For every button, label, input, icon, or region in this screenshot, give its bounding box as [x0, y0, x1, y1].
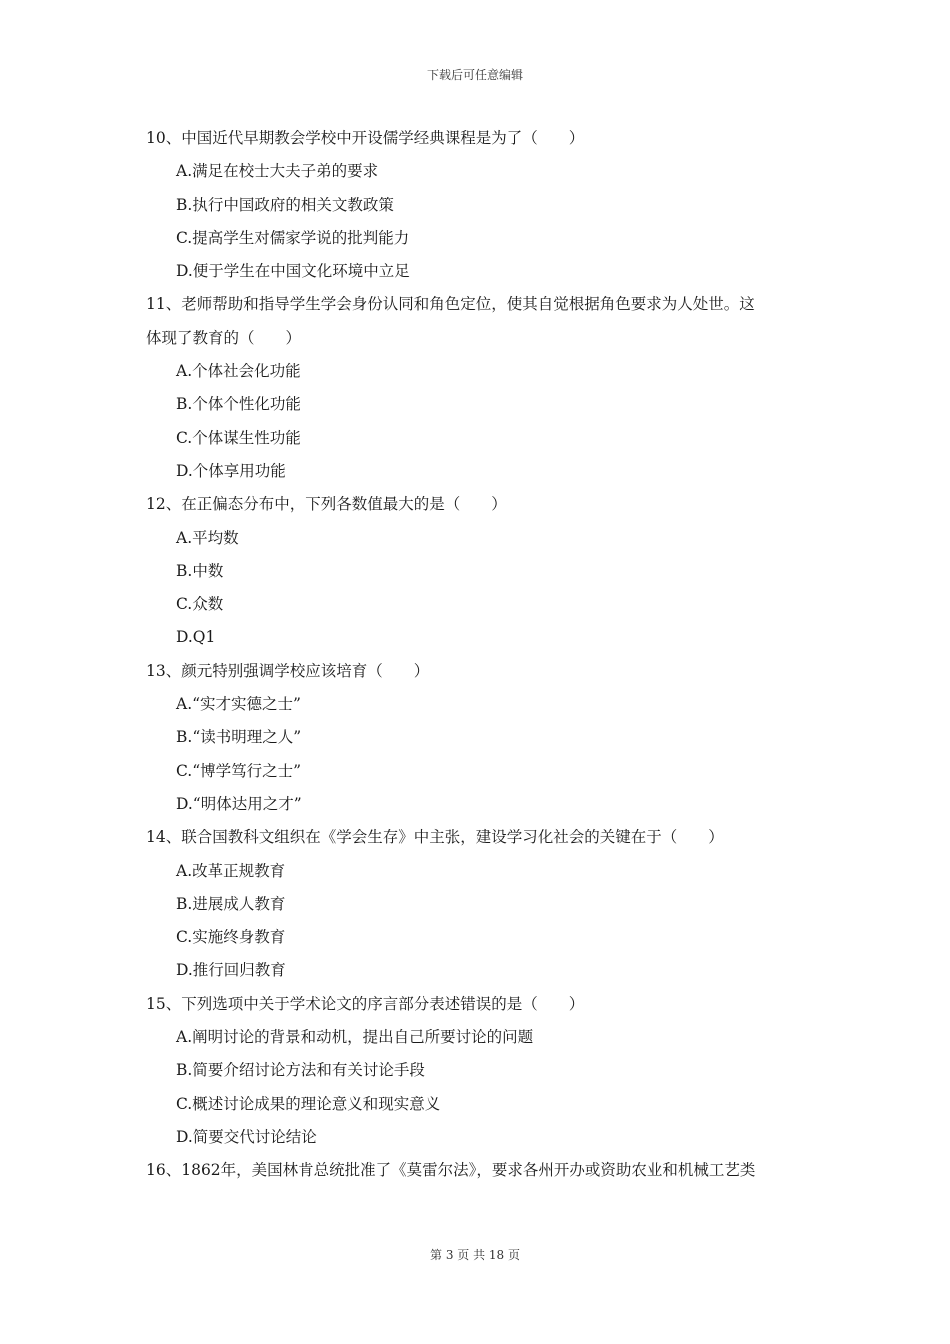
option-b: B.简要介绍讨论方法和有关讨论手段	[176, 1061, 425, 1080]
question-stem: 12、在正偏态分布中，下列各数值最大的是（ ）	[146, 495, 507, 514]
option-c: C.概述讨论成果的理论意义和现实意义	[176, 1094, 441, 1113]
page-header: 下载后可任意编辑	[426, 68, 523, 82]
page-number: 第 3 页 共 18 页	[430, 1248, 520, 1262]
question-12	[146, 488, 814, 654]
option-d: D.“明体达用之才”	[176, 794, 302, 813]
question-stem: 11、老师帮助和指导学生学会身份认同和角色定位，使其自觉根据角色要求为人处世。这	[146, 295, 755, 314]
option-a: A.阐明讨论的背景和动机，提出自己所要讨论的问题	[176, 1028, 534, 1047]
option-b: B.中数	[176, 561, 224, 580]
option-a: A.改革正规教育	[176, 861, 286, 880]
option-d: D.推行回归教育	[176, 961, 286, 980]
option-a: A.平均数	[176, 528, 239, 547]
option-b: B.“读书明理之人”	[176, 728, 302, 747]
question-stem: 16、1862年，美国林肯总统批准了《莫雷尔法》，要求各州开办或资助农业和机械工艺类	[146, 1161, 756, 1180]
question-13	[146, 655, 814, 821]
option-a: A.“实才实德之士”	[176, 695, 301, 714]
option-b: B.执行中国政府的相关文教政策	[176, 195, 394, 214]
question-16	[146, 1154, 814, 1187]
option-d: D.Q1	[176, 628, 216, 647]
question-10	[146, 122, 814, 288]
question-list	[146, 122, 814, 1188]
question-15	[146, 988, 814, 1154]
option-a: A.个体社会化功能	[176, 362, 301, 381]
question-stem-continuation: 体现了教育的（ ）	[146, 328, 302, 347]
option-d: D.个体享用功能	[176, 461, 286, 480]
option-c: C.实施终身教育	[176, 928, 286, 947]
question-stem: 10、中国近代早期教会学校中开设儒学经典课程是为了（ ）	[146, 129, 585, 147]
option-b: B.进展成人教育	[176, 894, 286, 913]
option-d: D.便于学生在中国文化环境中立足	[176, 262, 410, 281]
question-stem: 15、下列选项中关于学术论文的序言部分表述错误的是（ ）	[146, 994, 585, 1013]
question-stem: 14、联合国教科文组织在《学会生存》中主张，建设学习化社会的关键在于（ ）	[146, 828, 724, 847]
question-stem: 13、颜元特别强调学校应该培育（ ）	[146, 661, 430, 680]
option-d: D.简要交代讨论结论	[176, 1127, 317, 1146]
option-c: C.个体谋生性功能	[176, 428, 301, 447]
option-a: A.满足在校士大夫子弟的要求	[176, 162, 379, 181]
option-c: C.众数	[176, 595, 224, 614]
question-14	[146, 821, 814, 987]
question-11	[146, 288, 814, 488]
option-b: B.个体个性化功能	[176, 395, 301, 414]
option-c: C.提高学生对儒家学说的批判能力	[176, 228, 410, 247]
option-c: C.“博学笃行之士”	[176, 761, 302, 780]
